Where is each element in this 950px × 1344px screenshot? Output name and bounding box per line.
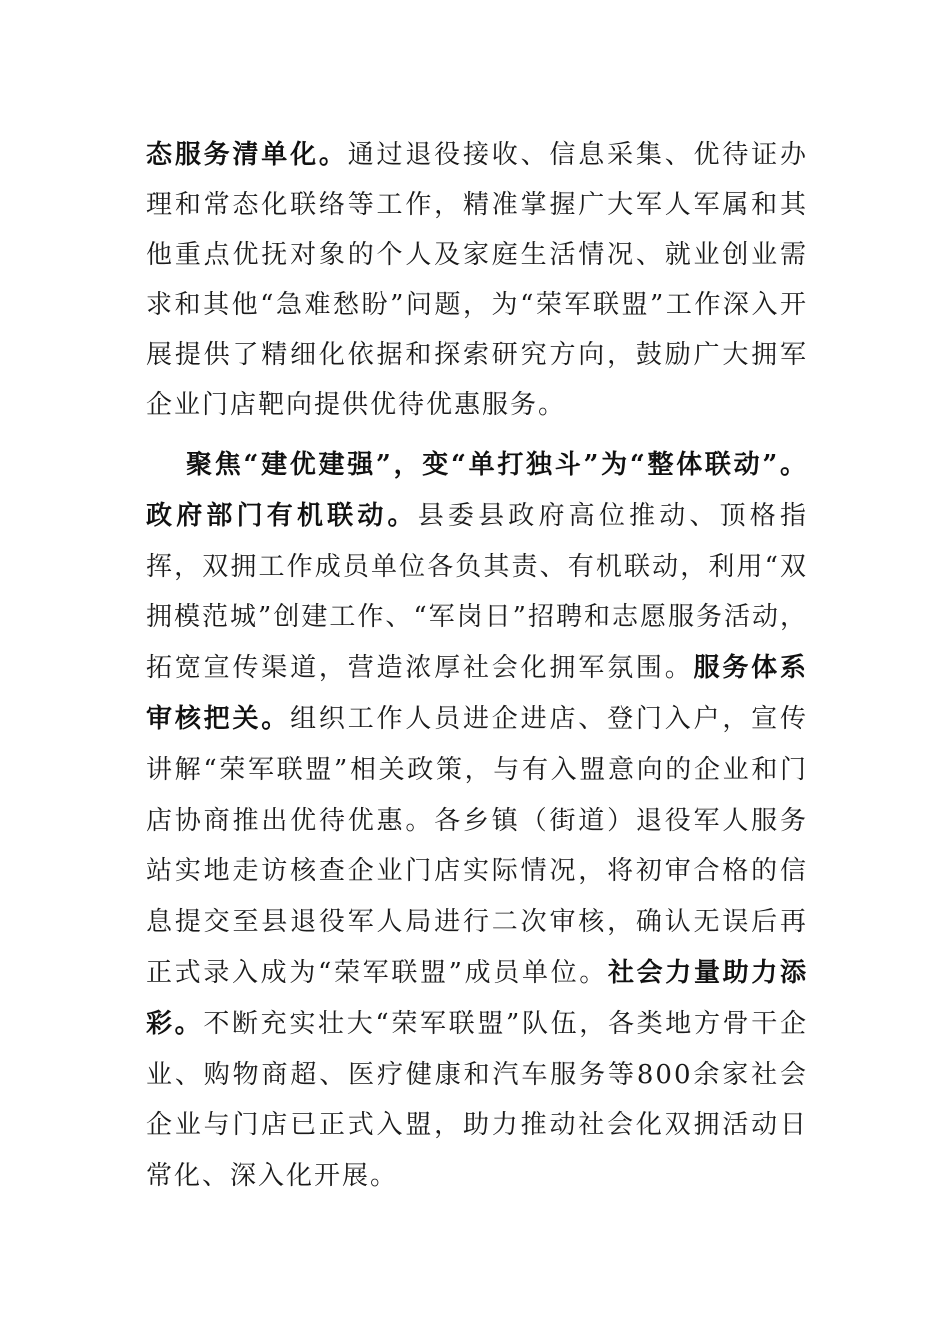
paragraph2-heading-bold: 聚焦“建优建强”，变“单打独斗”为“整体联动”。: [186, 450, 808, 480]
paragraph2-sub2-body: 组织工作人员进企进店、登门入户，宣传讲解“荣军联盟”相关政策，与有入盟意向的企业和门店协商推出优待优惠。各乡镇（街道）退役军人服务站实地走访核查企业门店实际情况，将初审合格的信息提交至县退役军人局进行二次审核，确认无误后再正式录入成为“荣军联盟”成员单位。: [146, 703, 808, 988]
paragraph2-sub3-body: 不断充实壮大“荣军联盟”队伍，各类地方骨干企业、购物商超、医疗健康和汽车服务等800余家社会企业与门店已正式入盟，助力推动社会化双拥活动日常化、深入化开展。: [146, 1008, 808, 1192]
paragraph1-body: 通过退役接收、信息采集、优待证办理和常态化联络等工作，精准掌握广大军人军属和其他重点优抚对象的个人及家庭生活情况、就业创业需求和其他“急难愁盼”问题，为“荣军联盟”工作深入开展提供了精细化依据和探索研究方向，鼓励广大拥军企业门店靶向提供优待优惠服务。: [146, 140, 808, 420]
paragraph-focus-coordination: [146, 440, 808, 1202]
paragraph1-lead-bold: 态服务清单化。: [146, 140, 348, 170]
paragraph-service-checklist: [146, 130, 808, 430]
paragraph2-sub1-body: 县委县政府高位推动、顶格指挥，双拥工作成员单位各负其责、有机联动，利用“双拥模范城”创建工作、“军岗日”招聘和志愿服务活动，拓宽宣传渠道，营造浓厚社会化拥军氛围。: [146, 500, 808, 684]
paragraph2-sub3-bold: 社会力量助力添彩。: [146, 957, 808, 1039]
paragraph2-sub2-bold: 服务体系审核把关。: [146, 653, 808, 734]
paragraph2-sub1-bold: 政府部门有机联动。: [146, 500, 418, 531]
